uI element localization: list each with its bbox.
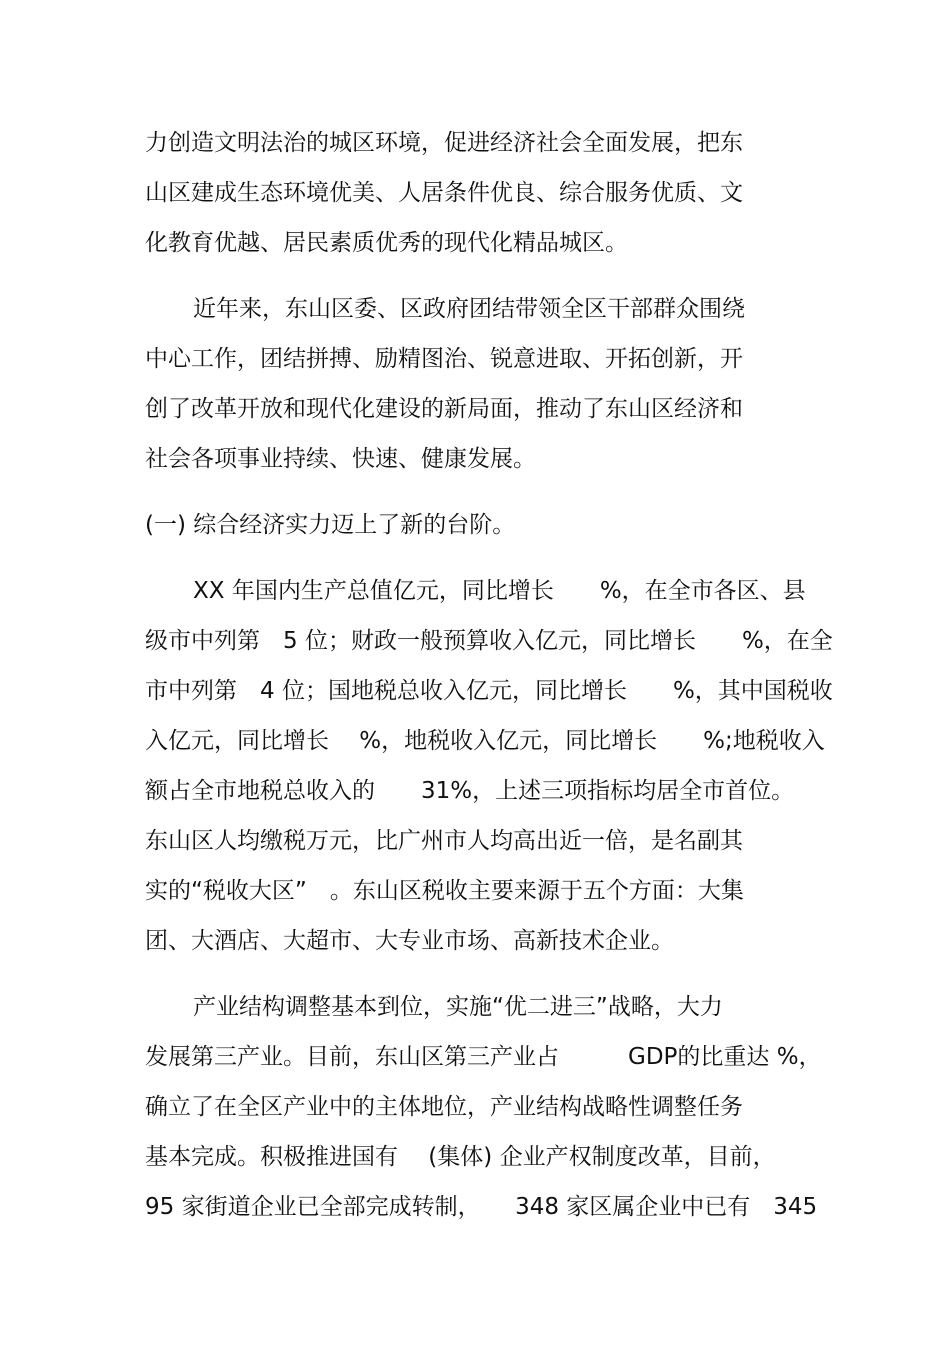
paragraph-line: 力创造文明法治的城区环境，促进经济社会全面发展，把东 — [145, 130, 743, 156]
paragraph-line: XX 年国内生产总值亿元，同比增长 %，在全市各区、县 — [193, 578, 806, 604]
paragraph-line: 近年来，东山区委、区政府团结带领全区干部群众围绕 — [193, 296, 745, 322]
section-heading: (一) 综合经济实力迈上了新的台阶。 — [145, 512, 516, 538]
paragraph-line: 东山区人均缴税万元，比广州市人均高出近一倍，是名副其 — [145, 828, 743, 854]
paragraph-line: 确立了在全区产业中的主体地位，产业结构战略性调整任务 — [145, 1094, 743, 1120]
paragraph-line: 山区建成生态环境优美、人居条件优良、综合服务优质、文 — [145, 180, 743, 206]
paragraph-line: 基本完成。积极推进国有 (集体) 企业产权制度改革，目前， — [145, 1144, 776, 1170]
paragraph-line: 中心工作，团结拼搏、励精图治、锐意进取、开拓创新，开 — [145, 346, 743, 372]
paragraph-line: 入亿元，同比增长 %，地税收入亿元，同比增长 %;地税收入 — [145, 728, 825, 754]
paragraph-line: 实的“税收大区” 。东山区税收主要来源于五个方面：大集 — [145, 878, 744, 904]
paragraph-line: 社会各项事业持续、快速、健康发展。 — [145, 446, 536, 472]
paragraph-line: 95 家街道企业已全部完成转制， 348 家区属企业中已有 345 — [145, 1194, 818, 1220]
paragraph-line: 产业结构调整基本到位，实施“优二进三”战略，大力 — [193, 994, 723, 1020]
paragraph-line: 化教育优越、居民素质优秀的现代化精品城区。 — [145, 230, 628, 256]
paragraph-line: 创了改革开放和现代化建设的新局面，推动了东山区经济和 — [145, 396, 743, 422]
paragraph-line: 市中列第 4 位；国地税总收入亿元，同比增长 %，其中国税收 — [145, 678, 833, 704]
paragraph-line: 发展第三产业。目前，东山区第三产业占 GDP的比重达 %， — [145, 1044, 822, 1070]
paragraph-line: 额占全市地税总收入的 31%，上述三项指标均居全市首位。 — [145, 778, 795, 804]
paragraph-line: 级市中列第 5 位；财政一般预算收入亿元，同比增长 %，在全 — [145, 628, 833, 654]
paragraph-line: 团、大酒店、大超市、大专业市场、高新技术企业。 — [145, 928, 674, 954]
